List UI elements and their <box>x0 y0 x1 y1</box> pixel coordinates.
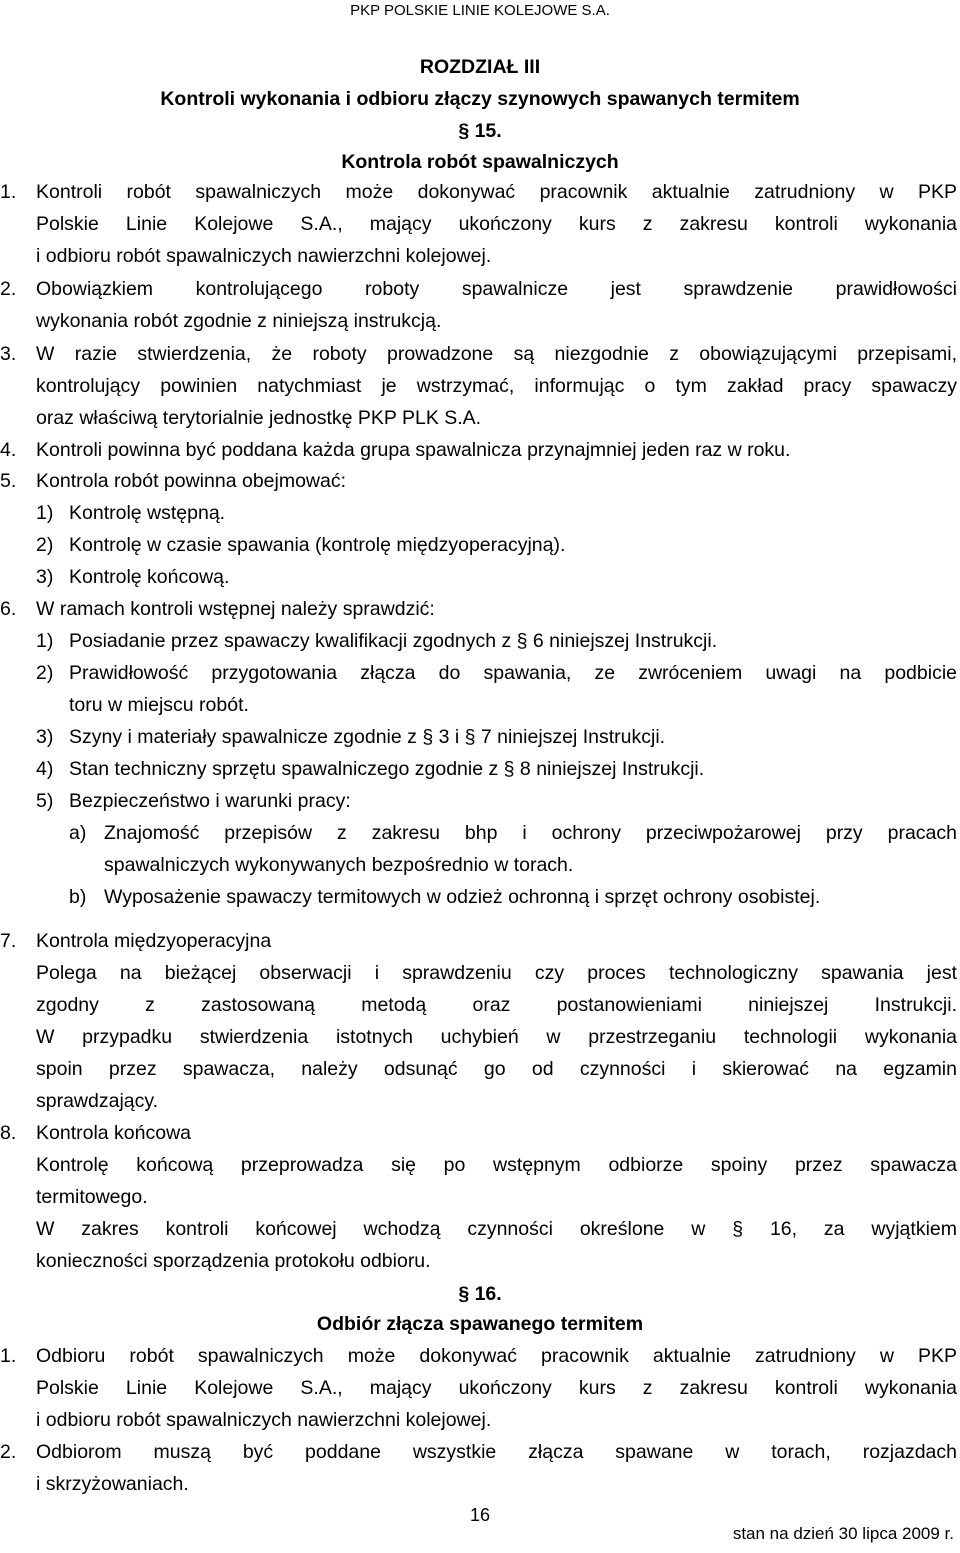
paragraph-line: sprawdzający. <box>36 1090 159 1112</box>
paragraph-line: termitowego. <box>36 1186 148 1208</box>
paragraph-line: i odbioru robót spawalniczych nawierzchni kolejowej. <box>36 245 492 267</box>
paragraph-line: Kontrola robót powinna obejmować: <box>36 470 347 492</box>
paragraph-line: Obowiązkiem kontrolującego roboty spawalnicze jest sprawdzenie prawidłowości <box>36 278 957 300</box>
paragraph-line: W ramach kontroli wstępnej należy sprawdzić: <box>36 598 435 620</box>
paragraph-line: Polskie Linie Kolejowe S.A., mający ukończony kurs z zakresu kontroli wykonania <box>36 1377 957 1399</box>
sub-point-number: 5) <box>36 790 54 812</box>
paragraph-line: i odbioru robót spawalniczych nawierzchni kolejowej. <box>36 1409 492 1431</box>
paragraph-line: i skrzyżowaniach. <box>36 1473 189 1495</box>
paragraph-line: konieczności sporządzenia protokołu odbioru. <box>36 1250 431 1272</box>
paragraph-line: Kontroli powinna być poddana każda grupa spawalnicza przynajmniej jeden raz w roku. <box>36 439 791 461</box>
paragraph-line: Bezpieczeństwo i warunki pracy: <box>69 790 351 812</box>
chapter-label: ROZDZIAŁ III <box>419 56 541 78</box>
paragraph-line: Odbioru robót spawalniczych może dokonywać pracownik aktualnie zatrudniony w PKP <box>36 1345 957 1367</box>
sub-sub-point-number: a) <box>69 822 87 844</box>
sub-point-number: 3) <box>36 726 54 748</box>
page-header: PKP POLSKIE LINIE KOLEJOWE S.A. <box>350 2 610 19</box>
point-number: 7. <box>0 930 17 952</box>
sub-point-number: 3) <box>36 566 54 588</box>
paragraph-line: kontrolujący powinien natychmiast je wstrzymać, informując o tym zakład pracy spawaczy <box>36 375 957 397</box>
paragraph-line: Kontrolę w czasie spawania (kontrolę międzyoperacyjną). <box>69 534 566 556</box>
paragraph-line: Kontrola końcowa <box>36 1122 192 1144</box>
point-number: 6. <box>0 598 17 620</box>
point-number: 5. <box>0 470 17 492</box>
paragraph-line: W przypadku stwierdzenia istotnych uchybień w przestrzeganiu technologii wykonania <box>36 1026 957 1048</box>
paragraph-line: W razie stwierdzenia, że roboty prowadzone są niezgodnie z obowiązującymi przepisami, <box>36 343 957 365</box>
paragraph-line: Znajomość przepisów z zakresu bhp i ochrony przeciwpożarowej przy pracach <box>104 822 957 844</box>
paragraph-line: Polega na bieżącej obserwacji i sprawdzeniu czy proces technologiczny spawania jest <box>36 962 957 984</box>
sub-point-number: 2) <box>36 662 54 684</box>
paragraph-line: Kontrolę końcową przeprowadza się po wstępnym odbiorze spoiny przez spawacza <box>36 1154 957 1176</box>
section-16-number: § 16. <box>458 1283 502 1305</box>
sub-sub-point-number: b) <box>69 886 87 908</box>
sub-point-number: 1) <box>36 630 54 652</box>
point-number: 1. <box>0 1345 17 1367</box>
point-number: 1. <box>0 181 17 203</box>
paragraph-line: Prawidłowość przygotowania złącza do spawania, ze zwróceniem uwagi na podbicie <box>69 662 957 684</box>
paragraph-line: Kontrola międzyoperacyjna <box>36 930 272 952</box>
point-number: 8. <box>0 1122 17 1144</box>
point-number: 2. <box>0 278 17 300</box>
paragraph-line: Kontrolę końcową. <box>69 566 230 588</box>
paragraph-line: zgodny z zastosowaną metodą oraz postanowieniami niniejszej Instrukcji. <box>36 994 957 1016</box>
document-date: stan na dzień 30 lipca 2009 r. <box>732 1524 954 1543</box>
point-number: 4. <box>0 439 17 461</box>
paragraph-line: oraz właściwą terytorialnie jednostkę PKP PLK S.A. <box>36 407 482 429</box>
section-15-number: § 15. <box>458 120 502 142</box>
point-number: 3. <box>0 343 17 365</box>
page-number: 16 <box>469 1505 491 1525</box>
sub-point-number: 2) <box>36 534 54 556</box>
paragraph-line: Stan techniczny sprzętu spawalniczego zgodnie z § 8 niniejszej Instrukcji. <box>69 758 705 780</box>
paragraph-line: wykonania robót zgodnie z niniejszą instrukcją. <box>36 310 442 332</box>
paragraph-line: Kontroli robót spawalniczych może dokonywać pracownik aktualnie zatrudniony w PKP <box>36 181 957 203</box>
paragraph-line: Odbiorom muszą być poddane wszystkie złącza spawane w torach, rozjazdach <box>36 1441 957 1463</box>
paragraph-line: Posiadanie przez spawaczy kwalifikacji zgodnych z § 6 niniejszej Instrukcji. <box>69 630 718 652</box>
paragraph-line: Wyposażenie spawaczy termitowych w odzież ochronną i sprzęt ochrony osobistej. <box>104 886 821 908</box>
paragraph-line: spawalniczych wykonywanych bezpośrednio w torach. <box>104 854 574 876</box>
section-16-title: Odbiór złącza spawanego termitem <box>316 1313 644 1335</box>
section-15-title: Kontrola robót spawalniczych <box>341 151 619 173</box>
point-number: 2. <box>0 1441 17 1463</box>
paragraph-line: Szyny i materiały spawalnicze zgodnie z § 3 i § 7 niniejszej Instrukcji. <box>69 726 666 748</box>
paragraph-line: spoin przez spawacza, należy odsunąć go od czynności i skierować na egzamin <box>36 1058 957 1080</box>
chapter-title: Kontroli wykonania i odbioru złączy szynowych spawanych termitem <box>160 88 800 110</box>
paragraph-line: toru w miejscu robót. <box>69 694 249 716</box>
paragraph-line: W zakres kontroli końcowej wchodzą czynności określone w § 16, za wyjątkiem <box>36 1218 957 1240</box>
paragraph-line: Polskie Linie Kolejowe S.A., mający ukończony kurs z zakresu kontroli wykonania <box>36 213 957 235</box>
sub-point-number: 1) <box>36 502 54 524</box>
paragraph-line: Kontrolę wstępną. <box>69 502 226 524</box>
sub-point-number: 4) <box>36 758 54 780</box>
